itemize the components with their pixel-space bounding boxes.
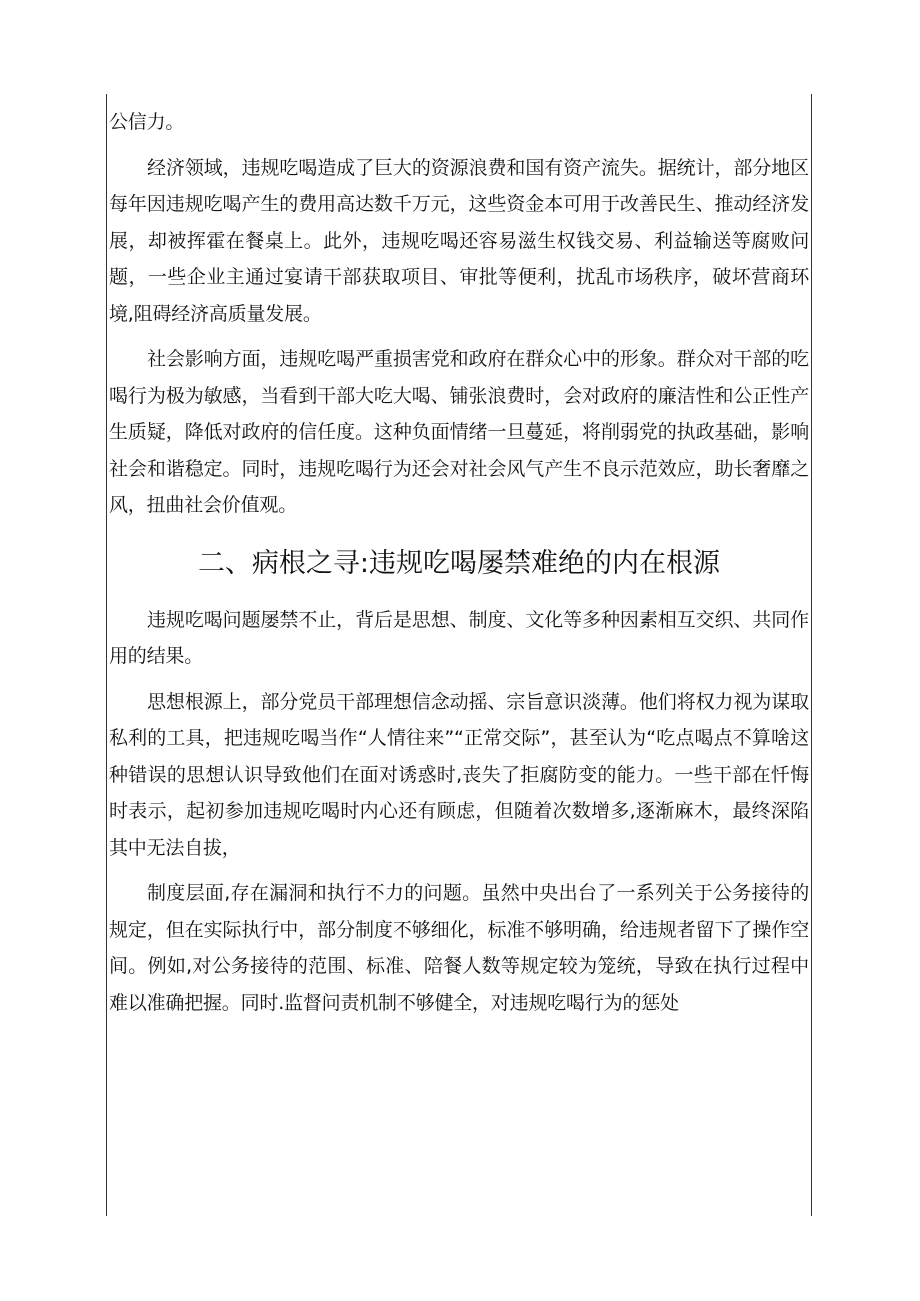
document-page-frame xyxy=(106,94,812,1216)
paragraph-institution: 制度层面,存在漏洞和执行不力的问题。虽然中央出台了一系列关于公务接待的规定，但在实际执行中，部分制度不够细化，标准不够明确，给违规者留下了操作空间。例如,对公务接待的范围、标准、陪餐人数等规定较为笼统，导致在执行过程中难以准确把握。同时.监督问责机制不够健全，对违规吃喝行为的惩处 xyxy=(109,882,809,1014)
section-heading: 二、病根之寻:违规吃喝屡禁难绝的内在根源 xyxy=(197,547,721,579)
document-body xyxy=(109,104,809,1030)
paragraph-ideology: 思想根源上，部分党员干部理想信念动摇、宗旨意识淡薄。他们将权力视为谋取私利的工具，把违规吃喝当作“人情往来”“正常交际”，甚至认为“吃点喝点不算啥这种错误的思想认识导致他们在面对诱惑时,丧失了拒腐防变的能力。一些干部在忏悔时表示，起初参加违规吃喝时内心还有顾虑，但随着次数增多,逐渐麻木，最终深陷其中无法自拔， xyxy=(109,690,809,859)
paragraph-continuation: 公信力。 xyxy=(109,111,185,133)
paragraph-intro: 违规吃喝问题屡禁不止，背后是思想、制度、文化等多种因素相互交织、共同作用的结果。 xyxy=(109,608,809,667)
paragraph-economic: 经济领域，违规吃喝造成了巨大的资源浪费和国有资产流失。据统计，部分地区每年因违规吃喝产生的费用高达数千万元，这些资金本可用于改善民生、推动经济发展，却被挥霍在餐桌上。此外，违规吃喝还容易滋生权钱交易、利益输送等腐败问题，一些企业主通过宴请干部获取项目、审批等便利，扰乱市场秩序，破坏营商环境,阻碍经济高质量发展。 xyxy=(109,156,809,325)
paragraph-social: 社会影响方面，违规吃喝严重损害党和政府在群众心中的形象。群众对干部的吃喝行为极为敏感，当看到干部大吃大喝、铺张浪费时，会对政府的廉洁性和公正性产生质疑，降低对政府的信任度。这种负面情绪一旦蔓延，将削弱党的执政基础，影响社会和谐稳定。同时，违规吃喝行为还会对社会风气产生不良示范效应，助长奢靡之风，扭曲社会价值观。 xyxy=(109,348,809,516)
